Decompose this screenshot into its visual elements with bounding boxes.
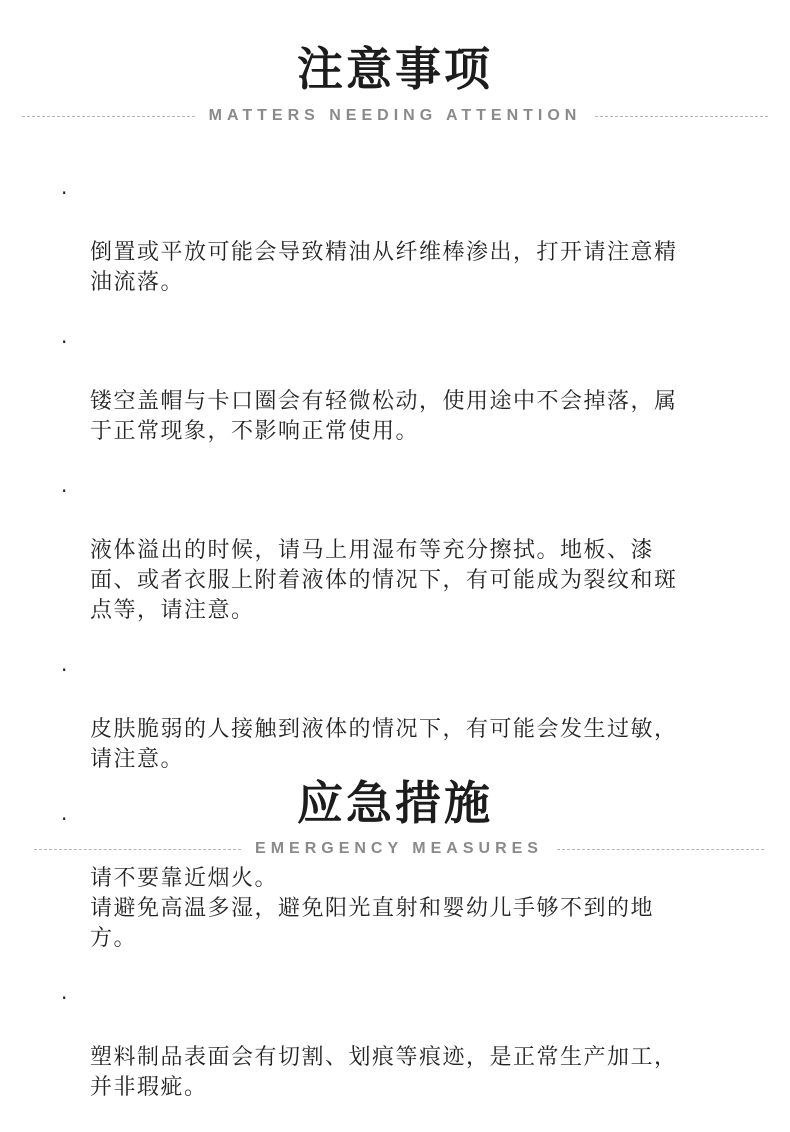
- bullet-icon: ·: [61, 986, 69, 1010]
- bullet-icon: ·: [61, 330, 69, 354]
- section-subtitle-matters: MATTERS NEEDING ATTENTION: [208, 107, 582, 124]
- notice-item: [58, 655, 738, 775]
- section-subtitle-row-matters: [22, 106, 768, 126]
- notice-item: [58, 476, 738, 626]
- notice-list: [58, 178, 738, 1132]
- notice-item: [58, 178, 738, 298]
- notice-text: 镂空盖帽与卡口圈会有轻微松动，使用途中不会掉落，属 于正常现象，不影响正常使用。: [90, 389, 678, 444]
- dashed-divider-right: [557, 849, 764, 850]
- notice-text: 请不要靠近烟火。 请避免高温多湿，避免阳光直射和婴幼儿手够不到的地 方。: [90, 866, 655, 951]
- bullet-icon: ·: [61, 807, 69, 831]
- bullet-icon: ·: [61, 181, 69, 205]
- notice-text: 液体溢出的时候，请马上用湿布等充分擦拭。地板、漆 面、或者衣服上附着液体的情况下，有可能成为裂纹和斑 点等，请注意。: [90, 538, 678, 623]
- notice-item: [58, 327, 738, 447]
- section-title-matters: 注意事项: [297, 42, 493, 96]
- notice-item: [58, 983, 738, 1103]
- dashed-divider-right: [595, 116, 768, 117]
- notice-text: 塑料制品表面会有切割、划痕等痕迹，是正常生产加工， 并非瑕疵。: [90, 1045, 678, 1100]
- notice-text: 皮肤脆弱的人接触到液体的情况下，有可能会发生过敏， 请注意。: [90, 717, 678, 772]
- section-subtitle-row-emergency: [34, 839, 764, 859]
- dashed-divider-left: [34, 849, 241, 850]
- bullet-icon: ·: [61, 479, 69, 503]
- bullet-icon: ·: [61, 658, 69, 682]
- notice-text: 倒置或平放可能会导致精油从纤维棒渗出，打开请注意精 油流落。: [90, 240, 678, 295]
- section-title-emergency: 应急措施: [297, 776, 493, 830]
- section-subtitle-emergency: EMERGENCY MEASURES: [255, 840, 543, 857]
- dashed-divider-left: [22, 116, 195, 117]
